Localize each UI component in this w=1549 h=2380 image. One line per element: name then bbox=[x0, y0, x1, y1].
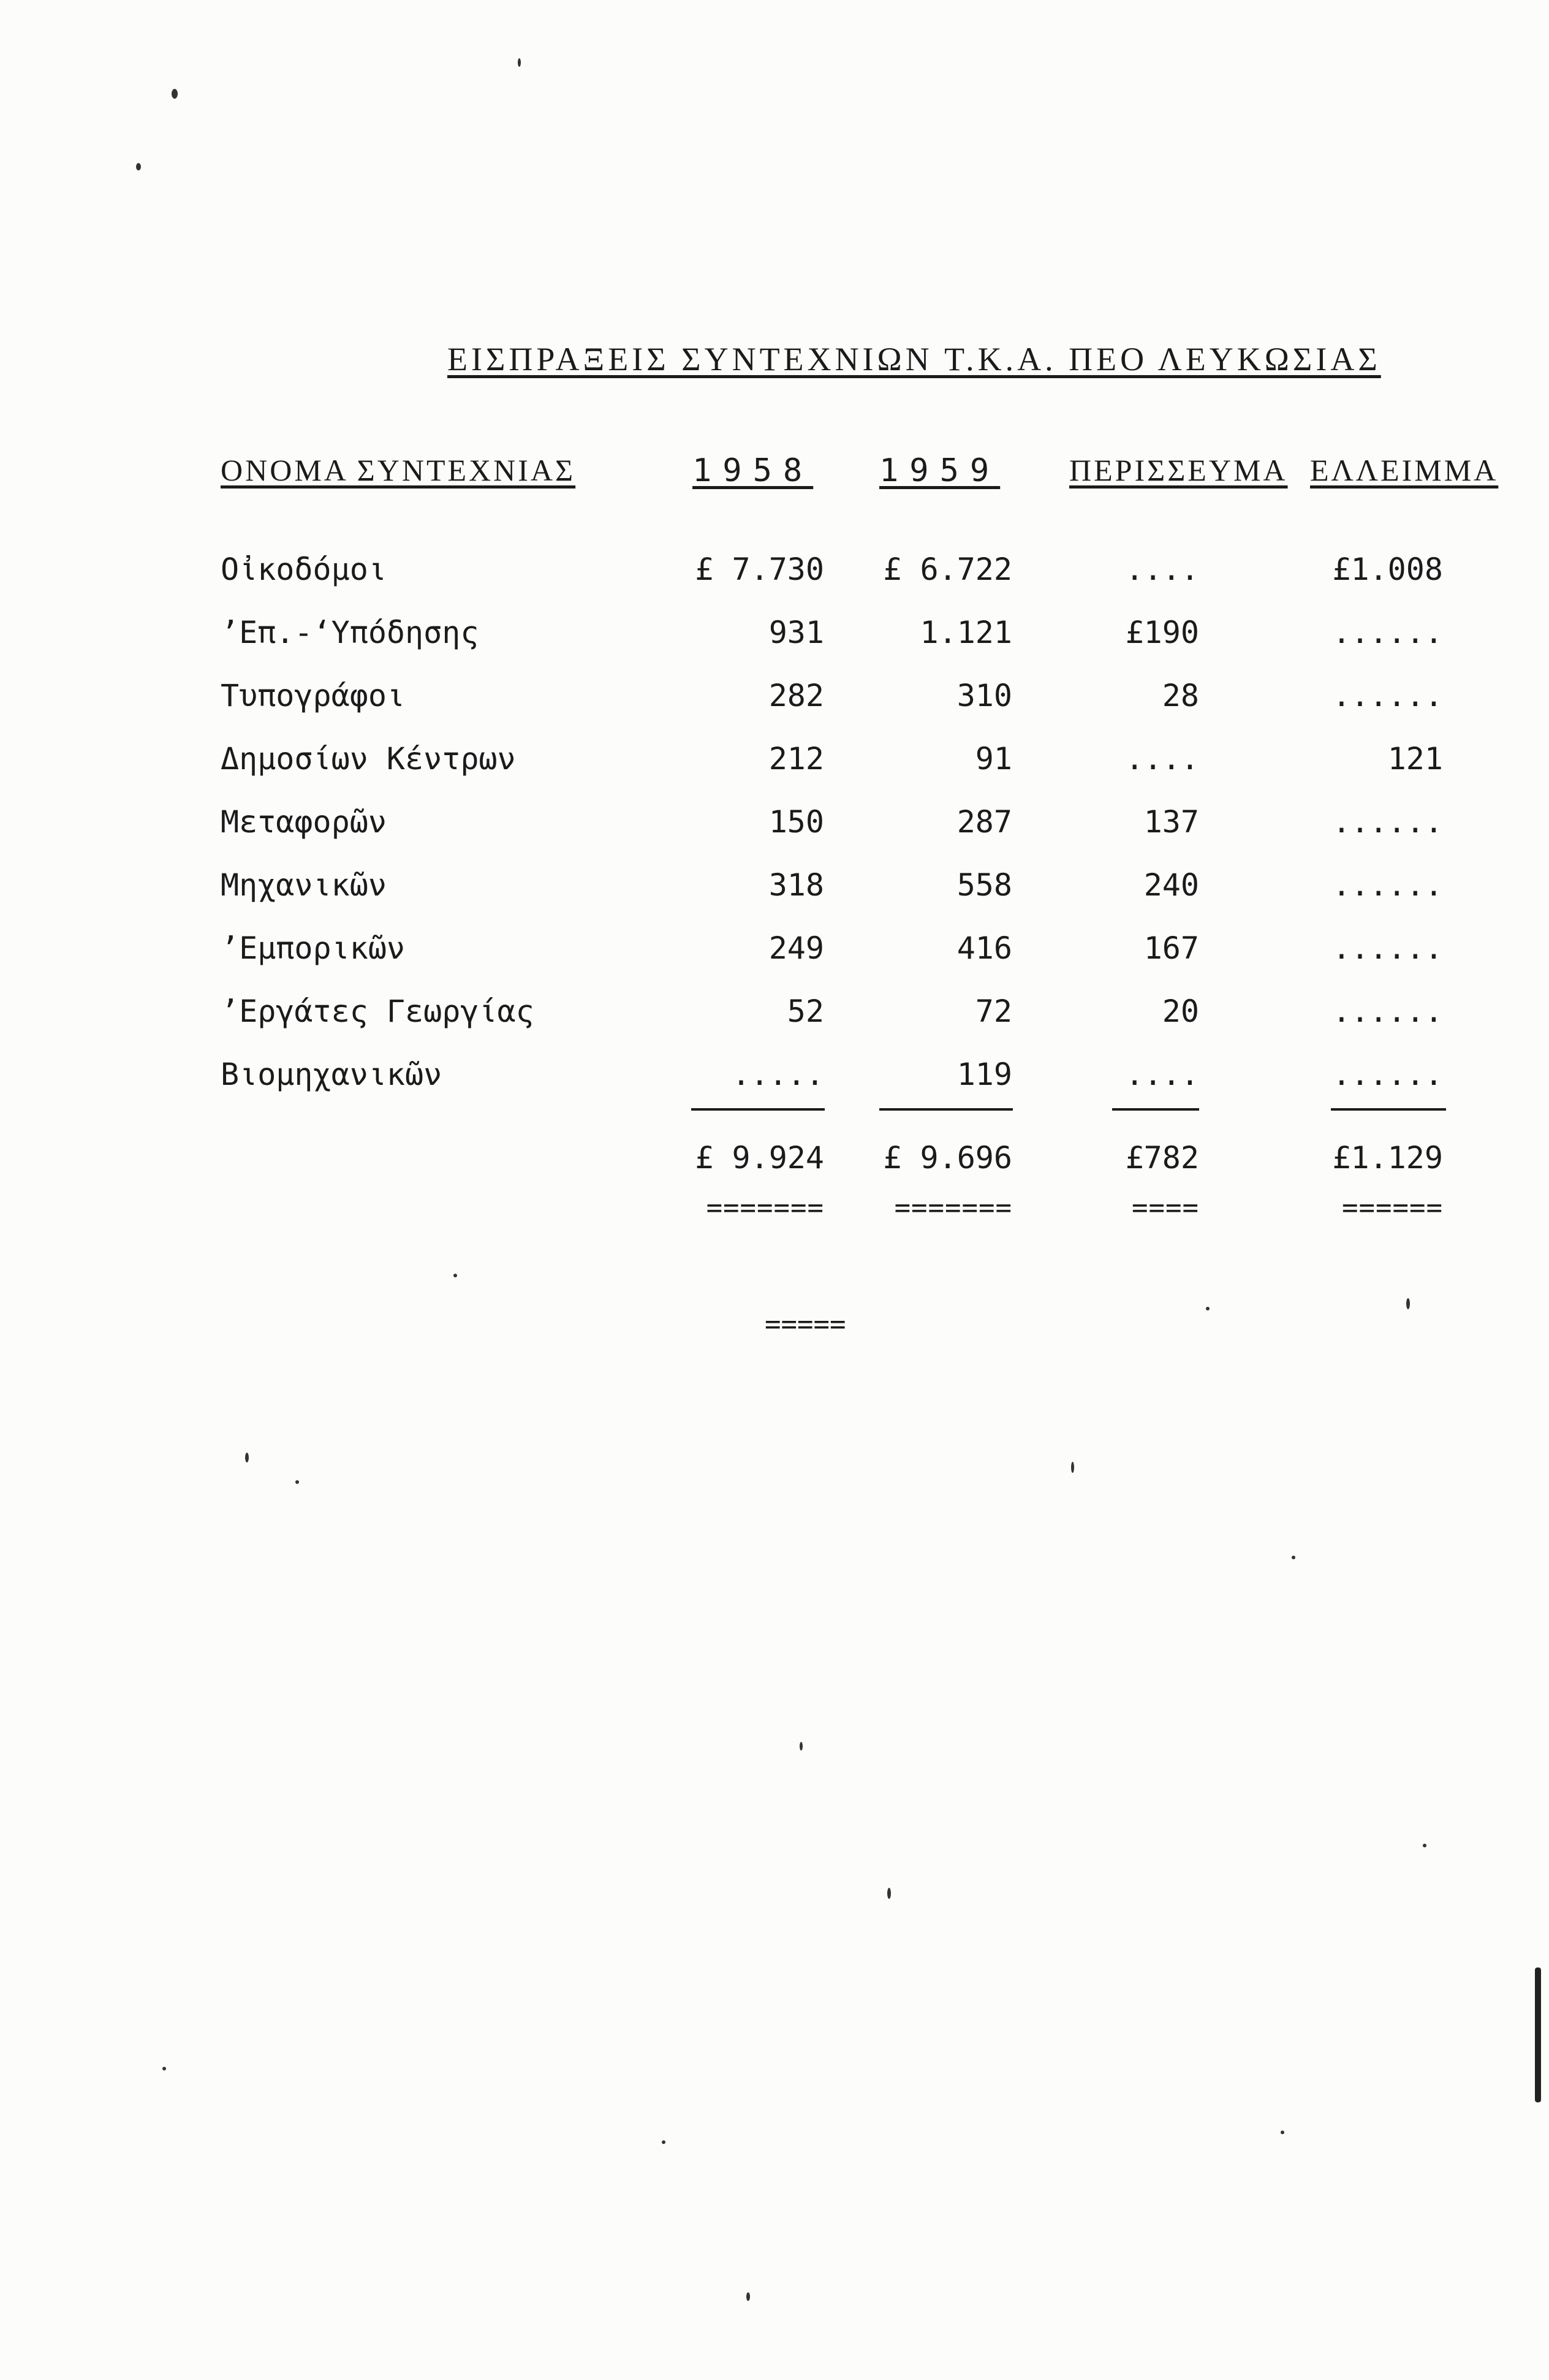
scan-speck bbox=[800, 1742, 803, 1751]
union-name: ’Επ.-‘Υπόδησης bbox=[221, 615, 479, 650]
sum-rule-surplus bbox=[1112, 1108, 1199, 1111]
value-1958: 249 bbox=[768, 930, 824, 966]
sum-rule-1959 bbox=[879, 1108, 1013, 1111]
scan-speck bbox=[662, 2140, 665, 2144]
value-1958: £ 7.730 bbox=[695, 552, 824, 587]
value-deficit: ...... bbox=[1332, 930, 1443, 966]
value-1959: 1.121 bbox=[920, 615, 1012, 650]
table-row bbox=[0, 741, 1549, 796]
value-1958: 282 bbox=[768, 678, 824, 713]
double-rule-surplus: ==== bbox=[1132, 1192, 1199, 1223]
union-name: Μεταφορῶν bbox=[221, 804, 387, 840]
value-deficit: ...... bbox=[1332, 615, 1443, 650]
union-name: ’Εμπορικῶν bbox=[221, 930, 406, 966]
totals-row bbox=[0, 1140, 1549, 1195]
column-header-deficit: ΕΛΛΕΙΜΜΑ bbox=[1310, 453, 1499, 487]
value-surplus: 137 bbox=[1143, 804, 1199, 840]
value-surplus: .... bbox=[1125, 741, 1199, 777]
total-deficit: £1.129 bbox=[1332, 1140, 1443, 1176]
table-row bbox=[0, 930, 1549, 986]
scan-speck bbox=[136, 163, 141, 170]
sum-rule-1958 bbox=[691, 1108, 825, 1111]
double-rule-1958: ======= bbox=[706, 1192, 824, 1223]
scan-speck bbox=[172, 89, 178, 99]
value-1959: 119 bbox=[956, 1057, 1012, 1092]
column-header-name: ΟΝΟΜΑ ΣΥΝΤΕΧΝΙΑΣ bbox=[221, 453, 576, 487]
value-1958: 52 bbox=[787, 994, 824, 1029]
value-surplus: .... bbox=[1125, 552, 1199, 587]
scan-edge-mark bbox=[1535, 1967, 1541, 2102]
value-deficit: 121 bbox=[1387, 741, 1443, 777]
scan-speck bbox=[453, 1274, 457, 1277]
value-deficit: ...... bbox=[1332, 1057, 1443, 1092]
scan-speck bbox=[746, 2292, 750, 2301]
value-deficit: ...... bbox=[1332, 994, 1443, 1029]
value-1959: 310 bbox=[956, 678, 1012, 713]
document-title: ΕΙΣΠΡΑΞΕΙΣ ΣΥΝΤΕΧΝΙΩΝ Τ.Κ.Α. ΠΕΟ ΛΕΥΚΩΣΙΑΣ bbox=[447, 341, 1381, 378]
scan-speck bbox=[295, 1480, 299, 1484]
value-1958: 150 bbox=[768, 804, 824, 840]
union-name: Βιομηχανικῶν bbox=[221, 1057, 442, 1092]
value-1959: 558 bbox=[956, 867, 1012, 903]
union-name: Μηχανικῶν bbox=[221, 867, 387, 903]
end-mark: ===== bbox=[765, 1309, 846, 1340]
scan-speck bbox=[887, 1888, 891, 1899]
scan-speck bbox=[1071, 1462, 1074, 1473]
value-deficit: ...... bbox=[1332, 678, 1443, 713]
value-surplus: 240 bbox=[1143, 867, 1199, 903]
value-surplus: .... bbox=[1125, 1057, 1199, 1092]
value-1958: ..... bbox=[732, 1057, 824, 1092]
total-surplus: £782 bbox=[1125, 1140, 1199, 1176]
union-name: Οἰκοδόμοι bbox=[221, 552, 387, 587]
column-header-surplus: ΠΕΡΙΣΣΕΥΜΑ bbox=[1069, 453, 1288, 487]
value-1959: £ 6.722 bbox=[883, 552, 1012, 587]
table-row bbox=[0, 994, 1549, 1049]
value-1958: 212 bbox=[768, 741, 824, 777]
total-1958: £ 9.924 bbox=[695, 1140, 824, 1176]
union-name: Δημοσίων Κέντρων bbox=[221, 741, 516, 777]
scan-speck bbox=[518, 58, 521, 67]
scan-speck bbox=[245, 1453, 249, 1462]
value-1959: 91 bbox=[975, 741, 1012, 777]
value-1958: 931 bbox=[768, 615, 824, 650]
table-row bbox=[0, 1057, 1549, 1112]
double-rule-1959: ======= bbox=[894, 1192, 1012, 1223]
total-1959: £ 9.696 bbox=[883, 1140, 1012, 1176]
table-row bbox=[0, 552, 1549, 607]
double-rule-deficit: ====== bbox=[1342, 1192, 1443, 1223]
value-1958: 318 bbox=[768, 867, 824, 903]
scan-speck bbox=[1423, 1844, 1426, 1847]
value-surplus: 20 bbox=[1162, 994, 1199, 1029]
scan-speck bbox=[162, 2067, 166, 2070]
column-header-1958: 1958 bbox=[692, 452, 814, 489]
value-1959: 287 bbox=[956, 804, 1012, 840]
value-deficit: ...... bbox=[1332, 867, 1443, 903]
value-deficit: £1.008 bbox=[1332, 552, 1443, 587]
table-row bbox=[0, 678, 1549, 733]
table-row bbox=[0, 867, 1549, 922]
value-surplus: 167 bbox=[1143, 930, 1199, 966]
value-surplus: £190 bbox=[1125, 615, 1199, 650]
union-name: ’Εργάτες Γεωργίας bbox=[221, 994, 534, 1029]
value-1959: 416 bbox=[956, 930, 1012, 966]
scan-speck bbox=[1281, 2131, 1284, 2134]
column-header-1959: 1959 bbox=[879, 452, 1001, 489]
sum-rule-deficit bbox=[1331, 1108, 1446, 1111]
scan-speck bbox=[1406, 1298, 1410, 1309]
table-row bbox=[0, 804, 1549, 859]
scan-speck bbox=[1206, 1307, 1210, 1310]
value-deficit: ...... bbox=[1332, 804, 1443, 840]
table-row bbox=[0, 615, 1549, 670]
value-surplus: 28 bbox=[1162, 678, 1199, 713]
value-1959: 72 bbox=[975, 994, 1012, 1029]
scan-speck bbox=[1292, 1556, 1295, 1559]
union-name: Τυπογράφοι bbox=[221, 678, 406, 713]
